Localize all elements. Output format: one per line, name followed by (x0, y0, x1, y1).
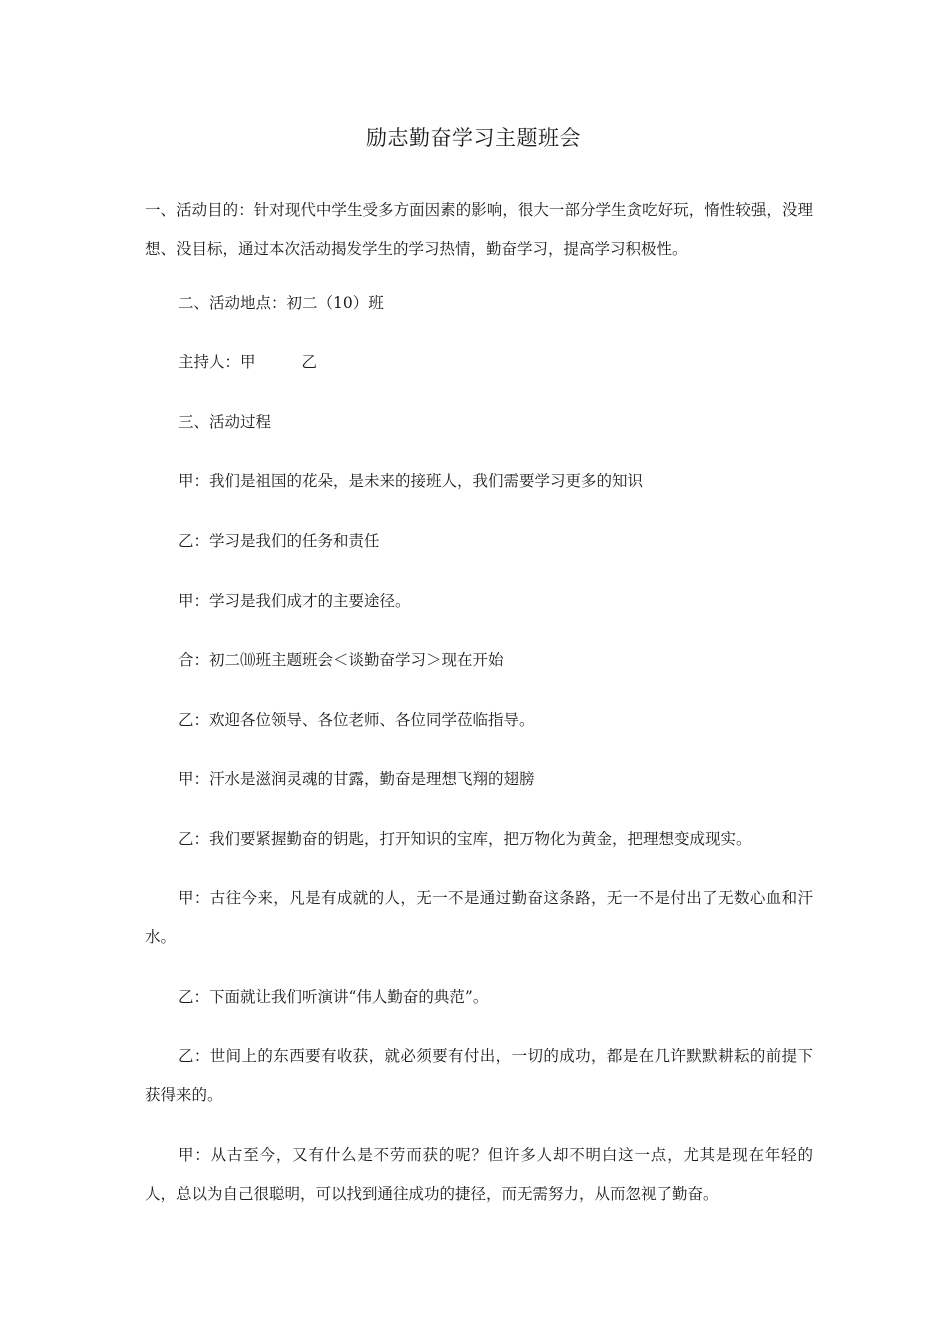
dialogue-line-8: 甲：古往今来，凡是有成就的人，无一不是通过勤奋这条路，无一不是付出了无数心血和汗水。 (145, 889, 813, 946)
dialogue-line-5: 乙：欢迎各位领导、各位老师、各位同学莅临指导。 (178, 711, 535, 729)
host-second: 乙 (301, 353, 318, 371)
dialogue-line-4: 合：初二⑽班主题班会＜谈勤奋学习＞现在开始 (178, 651, 504, 669)
paragraph-location: 二、活动地点：初二（10）班 (178, 294, 384, 312)
dialogue-line-7: 乙：我们要紧握勤奋的钥匙，打开知识的宝库，把万物化为黄金，把理想变成现实。 (178, 830, 752, 848)
dialogue-line-1: 甲：我们是祖国的花朵，是未来的接班人，我们需要学习更多的知识 (178, 472, 644, 490)
paragraph-process-heading: 三、活动过程 (178, 413, 272, 431)
paragraph-purpose: 一、活动目的：针对现代中学生受多方面因素的影响，很大一部分学生贪吃好玩，惰性较强，没理想、没目标，通过本次活动揭发学生的学习热情，勤奋学习，提高学习积极性。 (145, 201, 813, 258)
dialogue-line-6: 甲：汗水是滋润灵魂的甘露，勤奋是理想飞翔的翅膀 (178, 770, 535, 788)
paragraph-hosts (145, 343, 813, 382)
dialogue-line-3: 甲：学习是我们成才的主要途径。 (178, 592, 411, 610)
dialogue-line-9: 乙：下面就让我们听演讲“伟人勤奋的典范”。 (178, 988, 489, 1006)
dialogue-line-11: 甲：从古至今，又有什么是不劳而获的呢？但许多人却不明白这一点，尤其是现在年轻的人，总以为自己很聪明，可以找到通往成功的捷径，而无需努力，从而忽视了勤奋。 (145, 1146, 813, 1203)
dialogue-line-2: 乙：学习是我们的任务和责任 (178, 532, 380, 550)
dialogue-line-10: 乙：世间上的东西要有收获，就必须要有付出，一切的成功，都是在几许默默耕耘的前提下获得来的。 (145, 1047, 813, 1104)
host-label: 主持人：甲 (178, 353, 256, 371)
document-title: 励志勤奋学习主题班会 (366, 126, 581, 150)
